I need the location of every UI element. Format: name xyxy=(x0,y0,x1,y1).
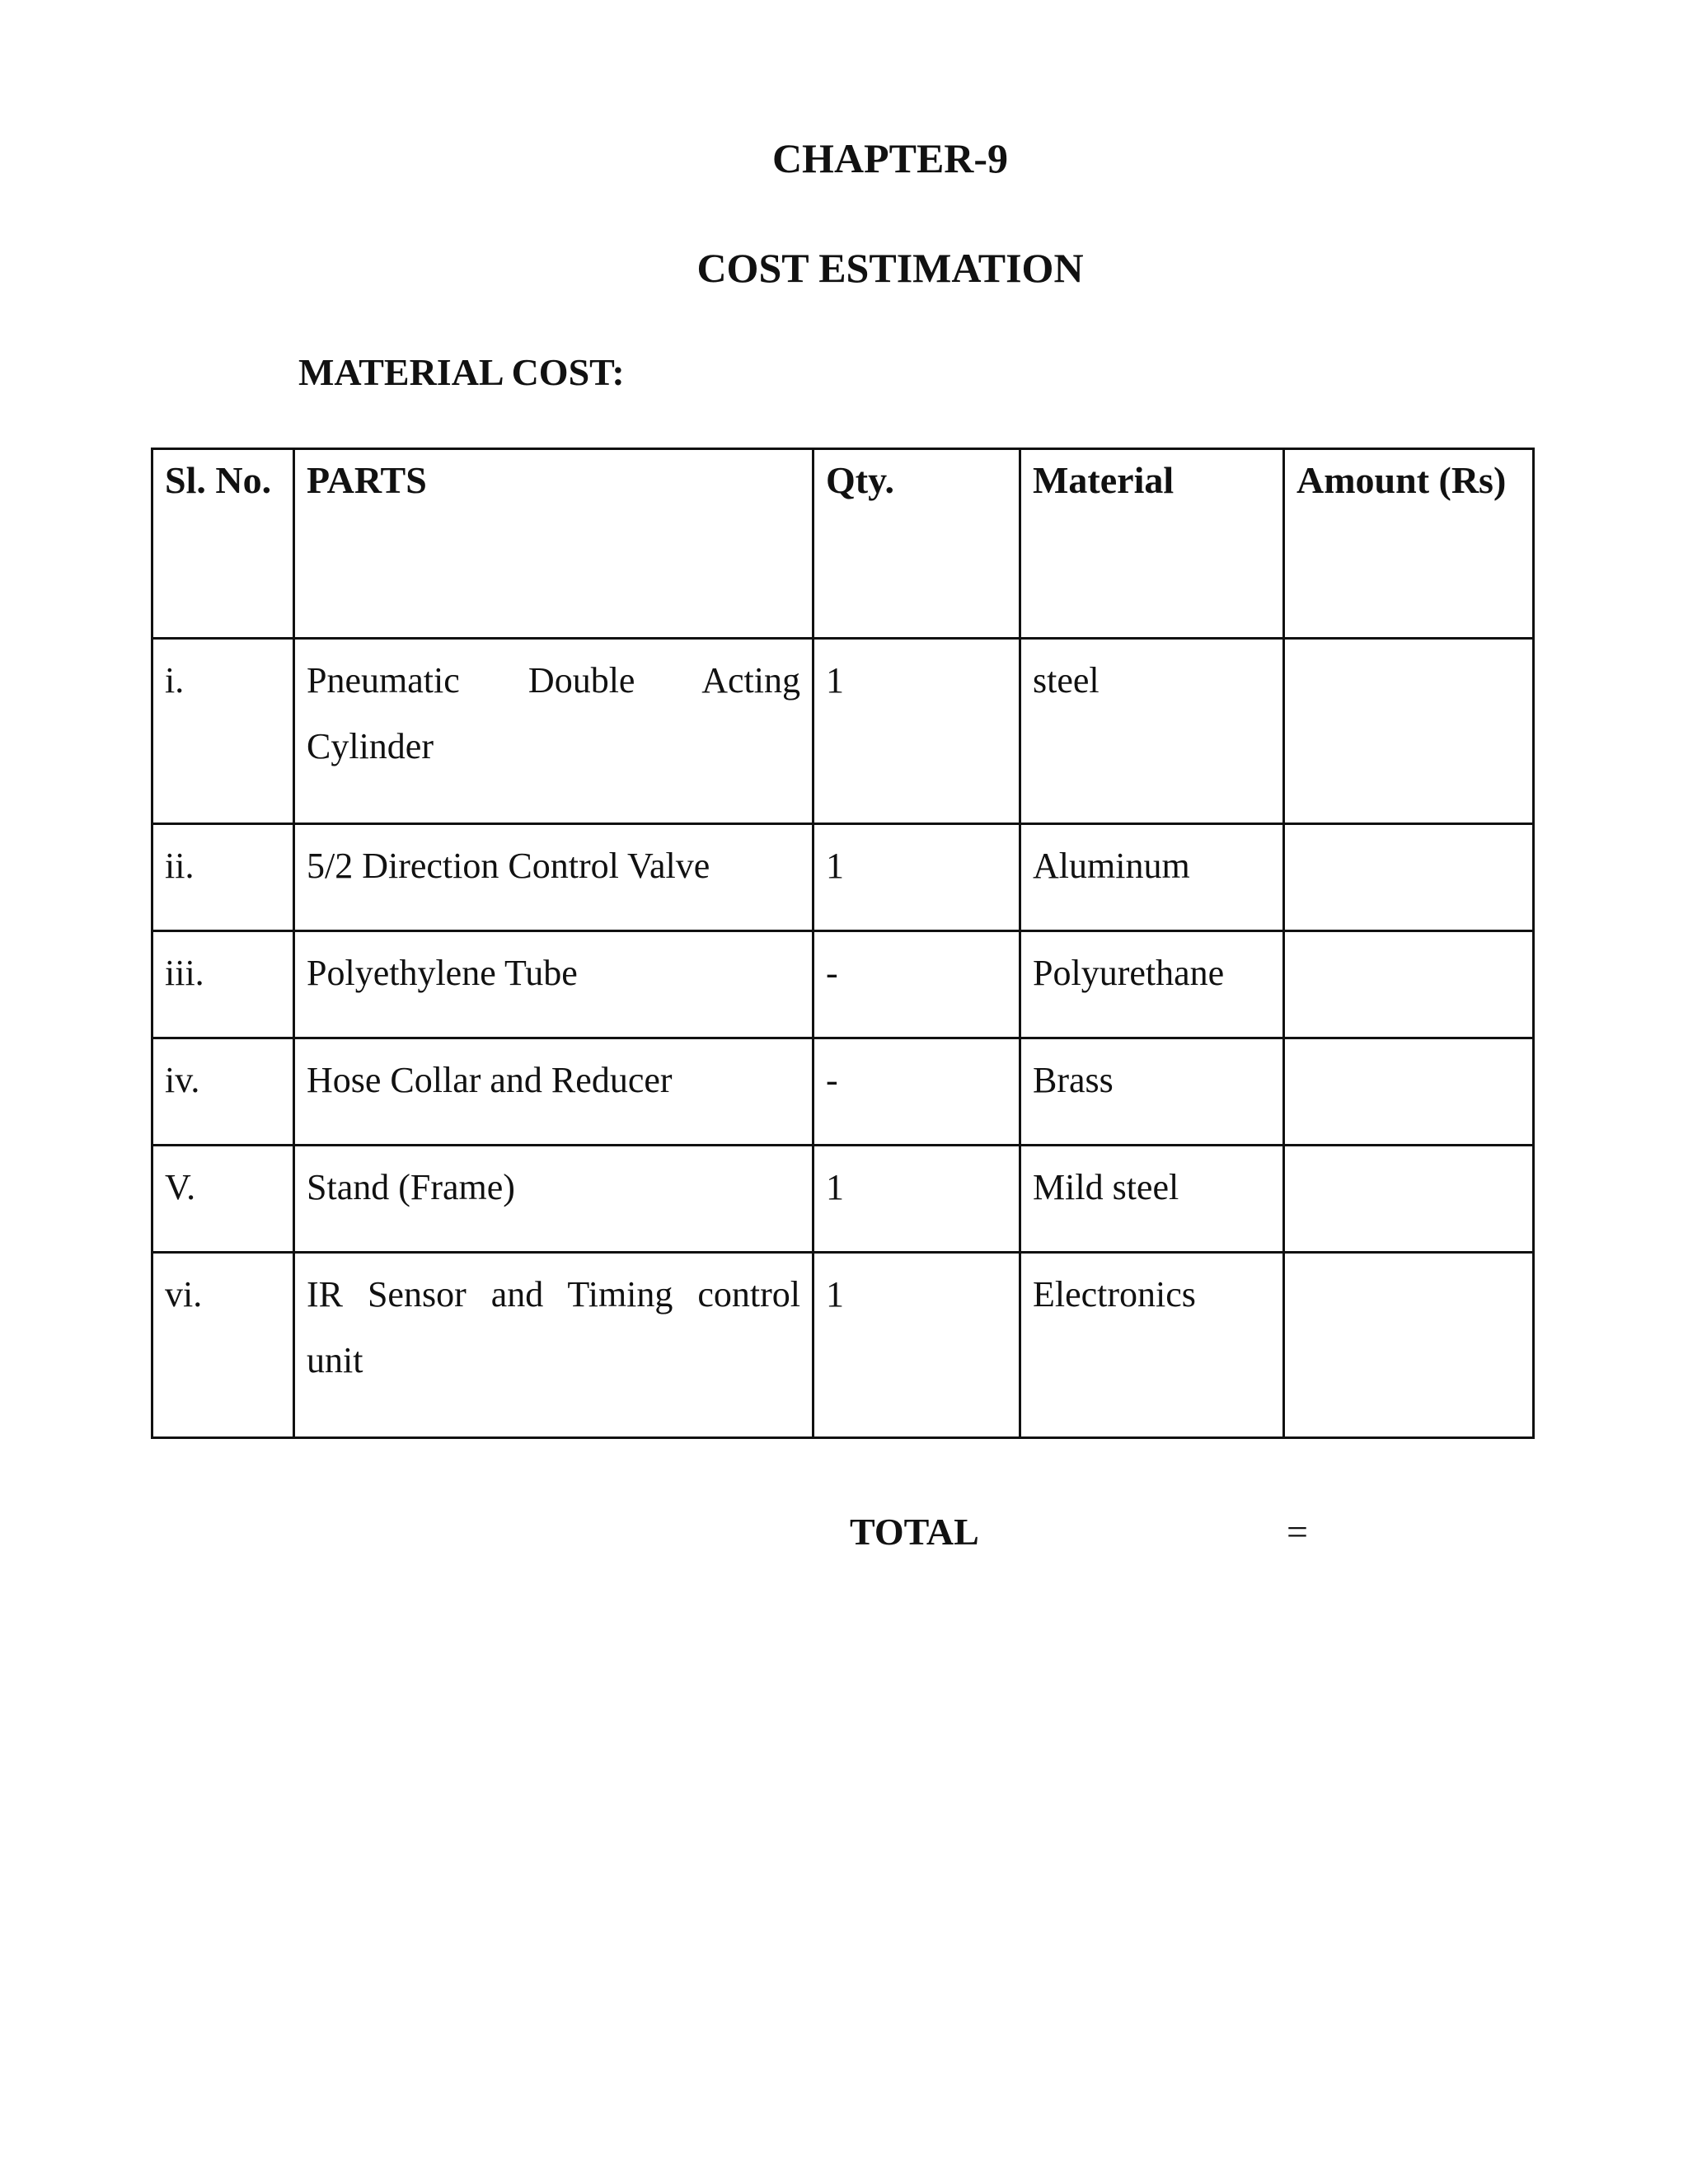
header-sl-no: Sl. No. xyxy=(152,449,294,639)
cell-material: Mild steel xyxy=(1020,1146,1284,1253)
section-heading: MATERIAL COST: xyxy=(298,351,625,393)
total-label: TOTAL xyxy=(850,1511,979,1553)
page-title: COST ESTIMATION xyxy=(696,245,1084,291)
cell-qty: 1 xyxy=(814,824,1020,931)
cell-part: 5/2 Direction Control Valve xyxy=(294,824,814,931)
cell-sl-no: i. xyxy=(152,639,294,824)
cell-sl-no: iv. xyxy=(152,1038,294,1146)
cell-part: Hose Collar and Reducer xyxy=(294,1038,814,1146)
table-header-row xyxy=(152,449,1534,639)
cell-qty: 1 xyxy=(814,1253,1020,1438)
table-row xyxy=(152,1038,1534,1146)
table-row xyxy=(152,1146,1534,1253)
cell-amount xyxy=(1284,931,1534,1038)
cell-amount xyxy=(1284,639,1534,824)
header-qty: Qty. xyxy=(814,449,1020,639)
table-row xyxy=(152,824,1534,931)
cell-qty: 1 xyxy=(814,1146,1020,1253)
cell-material: Polyurethane xyxy=(1020,931,1284,1038)
table-row xyxy=(152,1253,1534,1438)
cell-material: Aluminum xyxy=(1020,824,1284,931)
cell-sl-no: iii. xyxy=(152,931,294,1038)
total-equals-sign: = xyxy=(1287,1511,1308,1553)
cell-amount xyxy=(1284,1253,1534,1438)
cell-part: Pneumatic Double Acting Cylinder xyxy=(294,639,814,824)
chapter-heading: CHAPTER-9 xyxy=(771,135,1009,181)
cell-amount xyxy=(1284,1146,1534,1253)
cell-amount xyxy=(1284,824,1534,931)
cell-part: Polyethylene Tube xyxy=(294,931,814,1038)
header-material: Material xyxy=(1020,449,1284,639)
cell-sl-no: vi. xyxy=(152,1253,294,1438)
header-amount: Amount (Rs) xyxy=(1284,449,1534,639)
table-row xyxy=(152,639,1534,824)
cell-qty: - xyxy=(814,1038,1020,1146)
cell-material: Brass xyxy=(1020,1038,1284,1146)
cell-part: Stand (Frame) xyxy=(294,1146,814,1253)
cell-part: IR Sensor and Timing control unit xyxy=(294,1253,814,1438)
material-cost-table xyxy=(151,448,1535,1439)
cell-qty: - xyxy=(814,931,1020,1038)
header-parts: PARTS xyxy=(294,449,814,639)
table-row xyxy=(152,931,1534,1038)
cell-material: steel xyxy=(1020,639,1284,824)
cell-amount xyxy=(1284,1038,1534,1146)
cell-sl-no: V. xyxy=(152,1146,294,1253)
cell-qty: 1 xyxy=(814,639,1020,824)
cell-material: Electronics xyxy=(1020,1253,1284,1438)
cell-sl-no: ii. xyxy=(152,824,294,931)
